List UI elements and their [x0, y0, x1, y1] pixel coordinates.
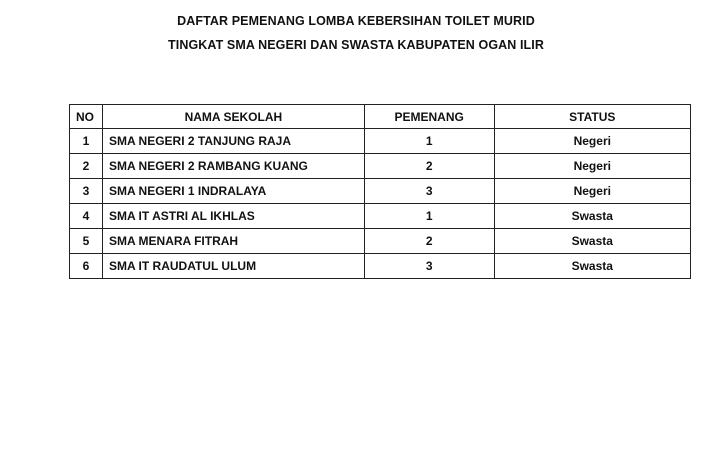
document-title: DAFTAR PEMENANG LOMBA KEBERSIHAN TOILET MURID: [177, 14, 535, 28]
row-number: 1: [70, 129, 103, 154]
winner-rank: 1: [364, 129, 494, 154]
column-header-no: NO: [70, 105, 103, 129]
school-status: Negeri: [494, 154, 690, 179]
school-status: Swasta: [494, 204, 690, 229]
row-number: 6: [70, 254, 103, 279]
school-name: SMA MENARA FITRAH: [102, 229, 364, 254]
winner-rank: 1: [364, 204, 494, 229]
school-status: Swasta: [494, 254, 690, 279]
table-row: [70, 254, 691, 279]
school-name: SMA NEGERI 1 INDRALAYA: [102, 179, 364, 204]
column-header-school-name: NAMA SEKOLAH: [102, 105, 364, 129]
column-header-winner: PEMENANG: [364, 105, 494, 129]
school-name: SMA NEGERI 2 RAMBANG KUANG: [102, 154, 364, 179]
school-status: Negeri: [494, 129, 690, 154]
row-number: 4: [70, 204, 103, 229]
winner-rank: 2: [364, 154, 494, 179]
row-number: 5: [70, 229, 103, 254]
table-row: [70, 129, 691, 154]
document-subtitle: TINGKAT SMA NEGERI DAN SWASTA KABUPATEN OGAN ILIR: [168, 38, 544, 52]
winners-table: [69, 104, 691, 279]
row-number: 2: [70, 154, 103, 179]
table-row: [70, 154, 691, 179]
school-name: SMA IT RAUDATUL ULUM: [102, 254, 364, 279]
row-number: 3: [70, 179, 103, 204]
school-status: Swasta: [494, 229, 690, 254]
table-row: [70, 229, 691, 254]
table-row: [70, 179, 691, 204]
school-name: SMA IT ASTRI AL IKHLAS: [102, 204, 364, 229]
column-header-status: STATUS: [494, 105, 690, 129]
table-row: [70, 204, 691, 229]
winner-rank: 2: [364, 229, 494, 254]
winner-rank: 3: [364, 179, 494, 204]
school-status: Negeri: [494, 179, 690, 204]
table-header-row: [70, 105, 691, 129]
winner-rank: 3: [364, 254, 494, 279]
school-name: SMA NEGERI 2 TANJUNG RAJA: [102, 129, 364, 154]
